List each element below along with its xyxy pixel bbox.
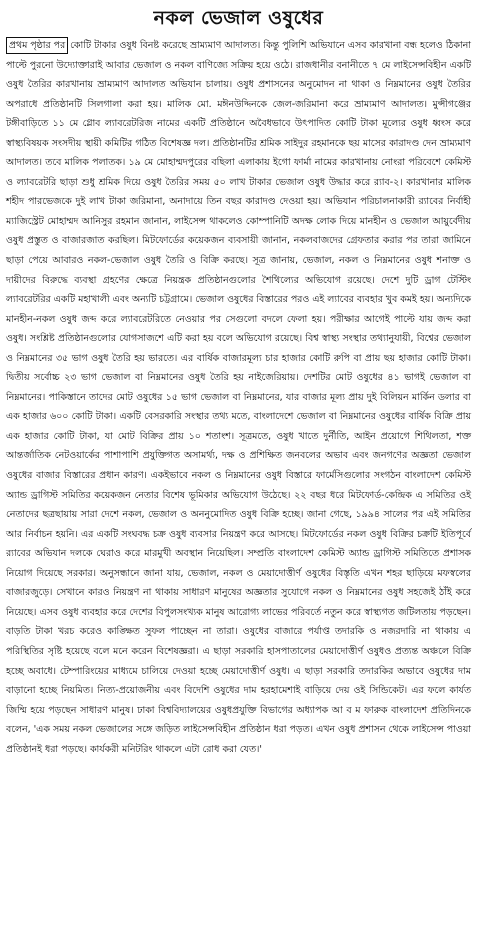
article-headline: নকল ভেজাল ওষুধের: [153, 7, 324, 29]
article-body: [6, 36, 471, 759]
article-body-text: কোটি টাকার ওষুধ বিনষ্ট করেছে ভ্রাম্যমাণ আদালত। কিন্তু পুলিশি অভিযানে এসব কারখানা বন্ধ হলেও ঠিকানা পাল্টে পুরনো উদ্যোক্তারাই আবার ভেজাল ও নকল বাণিজ্যে সক্রিয় হয়ে ওঠে। রাজধানীর বনানীতে ৭ মে লাইসেন্সবিহীন একটি ওষুধ তৈরির কারখানায় ভ্রাম্যমাণ আদালত অভিযান চালায়। ওষুধ প্রশাসনের অনুমোদন না থাকা ও নিম্নমানের ওষুধ তৈরির অপরাধে প্রতিষ্ঠানটি সিলগালা করা হয়। মালিক মো. মঈনউদ্দিনকে জেল-জরিমানা করে ভ্রাম্যমাণ আদালত। মুন্সীগঞ্জের টঙ্গীবাড়িতে ১১ মে গ্লোব ল্যাবরেটরিজ নামের একটি প্রতিষ্ঠানে অবৈধভাবে উৎপাদিত কোটি টাকা মূল্যের ওষুধ ধ্বংস করে স্বাস্থ্যবিষয়ক সংসদীয় স্থায়ী কমিটির গঠিত বিশেষজ্ঞ দল। প্রতিষ্ঠানটির শ্রমিক সাইদুর রহমানকে ছয় মাসের কারাদণ্ড দেন ভ্রাম্যমাণ আদালত। তবে মালিক পলাতক। ১৯ মে মোহাম্মদপুরের বছিলা এলাকায় ইগো ফার্মা নামের কারখানায় নোংরা পরিবেশে কেমিস্ট ও ল্যাবরেটরি ছাড়া শুধু শ্রমিক দিয়ে ওষুধ তৈরির সময় ৫০ লাখ টাকার ভেজাল ওষুধ উদ্ধার করে র‍্যাব-২। কারখানার মালিক শহীদ পারভেজকে দুই লাখ টাকা জরিমানা, অনাদায়ে তিন বছর কারাদণ্ড দেওয়া হয়। অভিযান পরিচালনাকারী র‍্যাবের নির্বাহী ম্যাজিস্ট্রেট মোহাম্মদ আনিসুর রহমান জানান, লাইসেন্স থাকলেও কোম্পানিটি অদক্ষ লোক দিয়ে মানহীন ও ভেজাল আয়ুর্বেদীয় ওষুধ প্রস্তুত ও বাজারজাত করছিল। মিটফোর্ডের কয়েকজন ব্যবসায়ী জানান, নকলবাজদের গ্রেফতার করার পর তারা জামিনে ছাড়া পেয়ে আবারও নকল-ভেজাল ওষুধ তৈরি ও বিক্রি করছে। সূত্র জানায়, ভেজাল, নকল ও নিম্নমানের ওষুধ শনাক্ত ও দায়ীদের বিরুদ্ধে ব্যবস্থা গ্রহণের ক্ষেত্রে নিয়ন্ত্রক প্রতিষ্ঠানগুলোর শৈথিল্যের অভিযোগ রয়েছে। দেশে দুটি ড্রাগ টেস্টিং ল্যাবরেটরির একটি মহাখালী এবং অন্যটি চট্টগ্রামে। ভেজাল ওষুধের বিস্তারের পরও এই ল্যাবের ব্যবহার খুব কমই হয়। অন্যদিকে মানহীন-নকল ওষুধ জব্দ করে ল্যাবরেটরিতে নেওয়ার পর সেগুলো বদলে ফেলা হয়। পরীক্ষার আগেই পাল্টে যায় জব্দ করা ওষুধ। সংশ্লিষ্ট প্রতিষ্ঠানগুলোর যোগসাজশে এটি করা হয় বলে অভিযোগ রয়েছে। বিশ্ব স্বাস্থ্য সংস্থার তথ্যানুযায়ী, বিশ্বের ভেজাল ও নিম্নমানের ৩৫ ভাগ ওষুধ তৈরি হয় ভারতে। এর বার্ষিক বাজারমূল্য চার হাজার কোটি রুপি বা প্রায় ছয় হাজার কোটি টাকা। দ্বিতীয় সর্বোচ্চ ২৩ ভাগ ভেজাল বা নিম্নমানের ওষুধ তৈরি হয় নাইজেরিয়ায়। দেশটির মোট ওষুধের ৪১ ভাগই ভেজাল বা নিম্নমানের। পাকিস্তানে তাদের মোট ওষুধের ১৫ ভাগ ভেজাল বা নিম্নমানের, যার বাজার মূল্য প্রায় দুই বিলিয়ন মার্কিন ডলার বা এক হাজার ৬০০ কোটি টাকা। একটি বেসরকারি সংস্থার তথ্য মতে, বাংলাদেশে ভেজাল বা নিম্নমানের ওষুধের বার্ষিক বিক্রি প্রায় এক হাজার কোটি টাকা, যা মোট বিক্রির প্রায় ১০ শতাংশ। সূত্রমতে, ওষুধ খাতে দুর্নীতি, আইন প্রয়োগে শিথিলতা, শক্ত আন্তর্জাতিক নেটওয়ার্কের পাশাপাশি প্রযুক্তিগত অসামর্থ্য, দক্ষ ও প্রশিক্ষিত জনবলের অভাব এবং জনগণের অজ্ঞতা ভেজাল ওষুধের বাজার বিস্তারের প্রধান কারণ। একইভাবে নকল ও নিম্নমানের ওষুধ বিস্তারে ফার্মেসিগুলোর সংগঠন বাংলাদেশ কেমিস্ট অ্যান্ড ড্রাগিস্ট সমিতির কয়েকজন নেতার বিশেষ ভূমিকার অভিযোগ উঠেছে। ২২ বছর ধরে মিটফোর্ড-কেন্দ্রিক এ সমিতির ওই নেতাদের ছত্রছায়ায় সারা দেশে নকল, ভেজাল ও অননুমোদিত ওষুধ বিক্রি হচ্ছে। জানা গেছে, ১৯৯৪ সালের পর এই সমিতির আর নির্বাচন হয়নি। এর একটি সংঘবদ্ধ চক্র ওষুধ ব্যবসার নিয়ন্ত্রণ করে আসছে। মিটফোর্ডের নকল ওষুধ বিক্রির চক্রটি ইতিপূর্বে র‍্যাবের অভিযান দলকে ঘেরাও করে মারমুখী অবস্থান নিয়েছিল। সম্প্রতি বাংলাদেশ কেমিস্ট অ্যান্ড ড্রাগিস্ট সমিতিতে প্রশাসক নিয়োগ দিয়েছে সরকার। অনুসন্ধানে জানা যায়, ভেজাল, নকল ও মেয়াদোত্তীর্ণ ওষুধের বিস্তৃতি এখন শহর ছাড়িয়ে মফস্বলের বাজারজুড়ে। সেখানে কারও নিয়ন্ত্রণ না থাকায় সাধারণ মানুষের অজ্ঞতার সুযোগে নকল ও নিম্নমানের ওষুধ সহজেই ঠাঁই করে নিয়েছে। এসব ওষুধ ব্যবহার করে দেশের বিপুলসংখ্যক মানুষ আরোগ্য লাভের পরিবর্তে নতুন করে স্বাস্থ্যগত জটিলতায় পড়ছেন। বাড়তি টাকা খরচ করেও কাঙ্ক্ষিত সুফল পাচ্ছেন না তারা। ওষুধের বাজারে পর্যাপ্ত তদারকি ও নজরদারি না থাকায় এ পরিস্থিতির সৃষ্টি হয়েছে বলে মনে করেন বিশেষজ্ঞরা। এ ছাড়া সরকারি হাসপাতালের মেয়াদোত্তীর্ণ ওষুধও প্রত্যন্ত অঞ্চলে বিক্রি হচ্ছে অবাধে। টেম্পারিংয়ের মাধ্যমে চালিয়ে দেওয়া হচ্ছে মেয়াদোত্তীর্ণ ওষুধ। এ ছাড়া সরকারি তদারকির অভাবে ওষুধের দাম বাড়ানো হচ্ছে নিয়মিত। নিত্য-প্রয়োজনীয় এবং বিদেশি ওষুধের দাম হরহামেশাই বাড়িয়ে দেয় ওই সিন্ডিকেট। এর ফলে কার্যত জিম্মি হয়ে পড়ছেন সাধারণ মানুষ। ঢাকা বিশ্ববিদ্যালয়ের ওষুধপ্রযুক্তি বিভাগের অধ্যাপক আ ব ম ফারুক বাংলাদেশ প্রতিদিনকে বলেন, 'এক সময় নকল ভেজালের সঙ্গে জড়িত লাইসেন্সবিহীন প্রতিষ্ঠান ধরা পড়ত। এখন ওষুধ প্রশাসন থেকে লাইসেন্স পাওয়া প্রতিষ্ঠানই ধরা পড়ছে। কার্যকরী মনিটরিং থাকলে এটা রোধ করা যেত।': [6, 40, 471, 755]
continued-from-label: প্রথম পৃষ্ঠার পর: [6, 37, 68, 54]
